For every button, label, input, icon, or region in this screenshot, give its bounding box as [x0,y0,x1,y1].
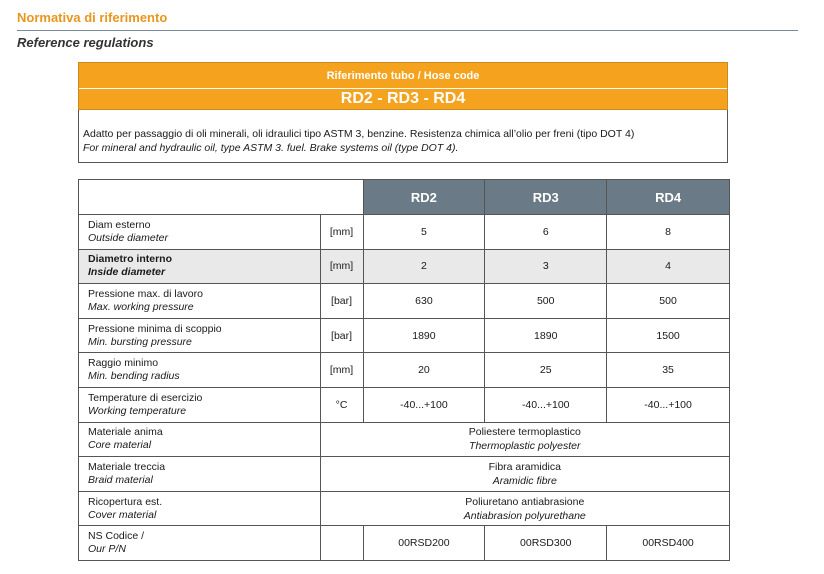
description-english: For mineral and hydraulic oil, type ASTM 3. fuel. Brake systems oil (type DOT 4). [83,142,459,154]
param-italian: Raggio minimo [88,357,159,370]
param-italian: Pressione minima di scoppio [88,322,222,335]
value-cell: 5 [363,215,485,250]
value-cell: 00RSD300 [485,526,607,561]
value-cell: 00RSD200 [363,526,485,561]
value-cell: 1500 [607,318,730,353]
hose-code-banner [78,62,728,110]
merged-value-english: Thermoplastic polyester [469,440,581,453]
param-italian: Temperature di esercizio [88,391,203,404]
param-label [79,457,321,492]
param-english: Min. bursting pressure [88,335,192,348]
param-english: Min. bending radius [88,370,180,383]
table-header-blank [79,180,364,215]
section-divider [17,30,798,31]
merged-value-cell [320,457,729,492]
value-cell: -40...+100 [607,387,730,422]
column-header-rd4: RD4 [607,180,730,215]
param-label [79,249,321,284]
param-english: Working temperature [88,404,187,417]
unit-cell: [mm] [320,353,363,388]
param-italian: Ricopertura est. [88,495,163,508]
param-english: Max. working pressure [88,300,194,313]
param-italian: NS Codice / [88,530,145,543]
param-label [79,422,321,457]
value-cell: 500 [607,284,730,319]
hose-codes: RD2 - RD3 - RD4 [340,90,466,107]
param-label [79,215,321,250]
section-title: Normativa di riferimento [17,10,168,25]
table-header-row [79,180,730,215]
param-english: Core material [88,439,152,452]
merged-value-cell [320,491,729,526]
table-row-braid-material [79,457,730,492]
param-english: Cover material [88,508,157,521]
merged-value-italian: Fibra aramidica [488,460,561,473]
hose-banner-divider [79,88,727,89]
unit-cell: [mm] [320,249,363,284]
unit-cell: [bar] [320,318,363,353]
spec-table [78,179,730,561]
param-english: Outside diameter [88,231,168,244]
param-italian: Diametro interno [88,253,173,266]
table-row-bending-radius [79,353,730,388]
value-cell: -40...+100 [363,387,485,422]
param-label [79,526,321,561]
merged-value-italian: Poliestere termoplastico [468,426,581,439]
table-row-outside-diameter [79,215,730,250]
value-cell: 20 [363,353,485,388]
hose-code-label: Riferimento tubo / Hose code [326,70,480,82]
merged-value-italian: Poliuretano antiabrasione [465,495,585,508]
value-cell: -40...+100 [485,387,607,422]
unit-cell: °C [320,387,363,422]
table-row-inside-diameter [79,249,730,284]
value-cell: 25 [485,353,607,388]
param-italian: Materiale anima [88,426,163,439]
table-row-working-temperature [79,387,730,422]
value-cell: 8 [607,215,730,250]
param-english: Inside diameter [88,266,166,279]
value-cell: 3 [485,249,607,284]
value-cell: 1890 [485,318,607,353]
param-label [79,318,321,353]
param-italian: Diam esterno [88,218,151,231]
table-row-cover-material [79,491,730,526]
table-row-bursting-pressure [79,318,730,353]
param-english: Braid material [88,473,153,486]
param-label [79,387,321,422]
value-cell: 00RSD400 [607,526,730,561]
table-row-working-pressure [79,284,730,319]
merged-value-english: Antiabrasion polyurethane [463,509,586,522]
unit-cell: [mm] [320,215,363,250]
description-italian: Adatto per passaggio di oli minerali, oli idraulici tipo ASTM 3, benzine. Resistenza chimica all’olio per freni (tipo DOT 4) [83,128,635,140]
table-row-core-material [79,422,730,457]
value-cell: 35 [607,353,730,388]
param-label [79,284,321,319]
unit-cell [320,526,363,561]
unit-cell: [bar] [320,284,363,319]
column-header-rd2: RD2 [363,180,485,215]
value-cell: 500 [485,284,607,319]
description-box [78,110,728,163]
merged-value-english: Aramidic fibre [492,474,557,487]
param-label [79,353,321,388]
param-english: Our P/N [88,543,126,556]
value-cell: 630 [363,284,485,319]
value-cell: 1890 [363,318,485,353]
value-cell: 6 [485,215,607,250]
value-cell: 2 [363,249,485,284]
column-header-rd3: RD3 [485,180,607,215]
param-italian: Pressione max. di lavoro [88,287,203,300]
table-row-part-number [79,526,730,561]
param-italian: Materiale treccia [88,460,166,473]
merged-value-cell [320,422,729,457]
value-cell: 4 [607,249,730,284]
section-subtitle: Reference regulations [17,35,154,50]
param-label [79,491,321,526]
